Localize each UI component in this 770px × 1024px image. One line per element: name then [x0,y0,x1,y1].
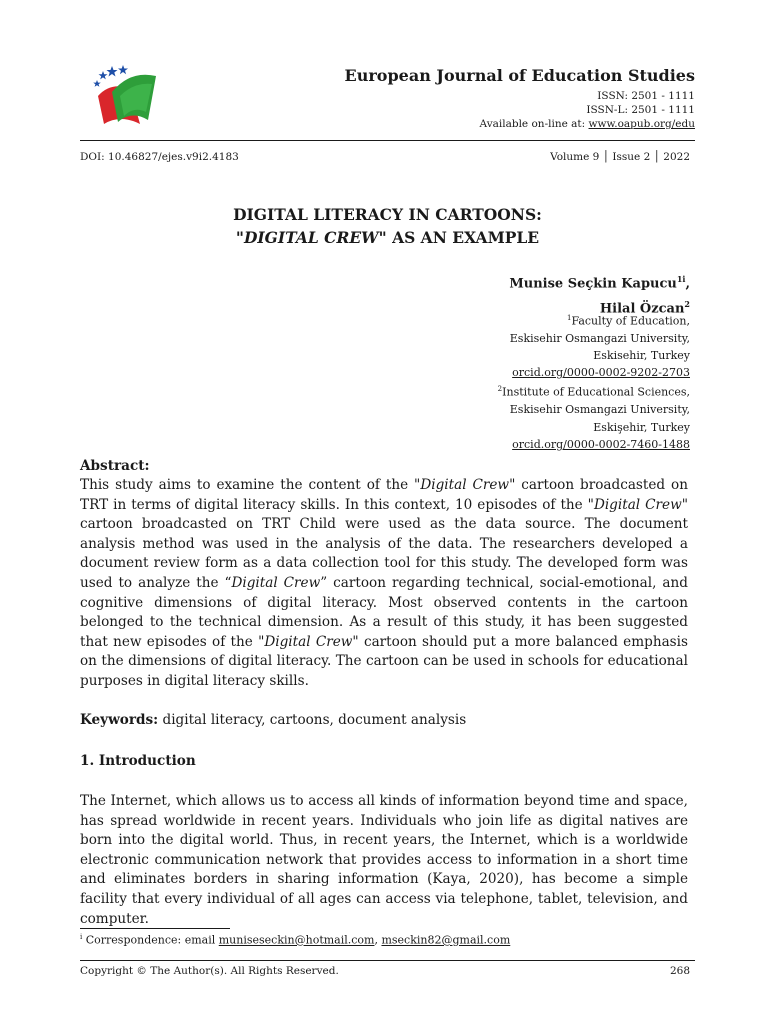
affiliation-2-line-1: $^2$Institute of Educational Sciences, [497,385,690,400]
introduction-text: The Internet, which allows us to access all kinds of information beyond time and space, has spread worldwide in recent years. Individuals who join life as digital natives are born into the digital world. Thus, in recent years, the Internet, which is a worldwide electronic communication network that provides access to information in a short time and eliminates borders in sharing information (Kaya, 2020), has become a simple facility that every individual of all ages can access via telephone, tablet, television, and computer. [80,793,688,927]
journal-logo [90,62,162,132]
header-divider [80,140,695,141]
logo-star [118,65,128,74]
footer-divider [80,960,695,961]
keywords-label: Keywords: [80,712,159,728]
introduction-heading: 1. Introduction [80,753,196,769]
affiliations [498,310,690,453]
issn-l: ISSN-L: 2501 - 1111 [586,104,695,116]
title-line-2: "DIGITAL CREW" AS AN EXAMPLE [235,228,540,247]
title-line-1: DIGITAL LITERACY IN CARTOONS: [233,205,542,224]
affiliation-2-line-2: Eskisehir Osmangazi University, [509,403,690,417]
copyright: Copyright © The Author(s). All Rights Reserved. [80,965,339,977]
page-number: 268 [669,965,690,977]
doi: DOI: 10.46827/ejes.v9i2.4183 [80,151,239,163]
email-link-2[interactable]: mseckin82@gmail.com [381,933,511,947]
logo-star [99,71,108,79]
abstract-text: This study aims to examine the content of the "Digital Crew" cartoon broadcasted on TRT in terms of digital literacy skills. In this context, 10 episodes of the "Digital Crew" cartoon broadcasted on TRT Child were used as the data source. The document analysis method was used in the analysis of the data. The researchers developed a document review form as a data collection tool for this study. The developed form was used to analyze the “Digital Crew” cartoon regarding technical, social-emotional, and cognitive dimensions of digital literacy. Most observed contents in the cartoon belonged to the technical dimension. As a result of this study, it has been suggested that new episodes of the "Digital Crew" cartoon should put a more balanced emphasis on the dimensions of digital literacy. The cartoon can be used in schools for educational purposes in digital literacy skills. [80,477,688,689]
issn: ISSN: 2501 - 1111 [597,90,695,102]
orcid-link-1[interactable]: orcid.org/0000-0002-9202-2703 [512,366,690,380]
abstract-heading: Abstract: [80,458,150,474]
volume-issue: Volume 9 │ Issue 2 │ 2022 [550,151,690,163]
logo-star [107,66,118,77]
affiliation-1-line-3: Eskisehir, Turkey [593,349,690,363]
footnote: $^i$ Correspondence: email muniseseckin@hotmail.com, mseckin82@gmail.com [80,933,511,947]
email-link-1[interactable]: muniseseckin@hotmail.com [218,933,375,947]
article-title [80,203,695,249]
keywords-text: digital literacy, cartoons, document analysis [158,712,467,728]
orcid-link-2[interactable]: orcid.org/0000-0002-7460-1488 [512,437,690,451]
author-2: Hilal Özcan$^2$ [599,299,690,317]
availability [480,118,695,130]
affiliation-2-line-3: Eskişehir, Turkey [593,420,690,434]
logo-star [93,80,101,87]
keywords [80,711,688,731]
affiliation-1-line-1: $^1$Faculty of Education, [566,314,690,328]
affiliation-1-line-2: Eskisehir Osmangazi University, [509,331,690,345]
footnote-divider [80,928,230,929]
journal-title: European Journal of Education Studies [344,66,695,85]
journal-url-link[interactable]: www.oapub.org/edu [588,118,695,130]
availability-label: Available on-line at: [479,118,589,130]
author-1: Munise Seçkin Kapucu$^{1i}$, [509,274,690,292]
